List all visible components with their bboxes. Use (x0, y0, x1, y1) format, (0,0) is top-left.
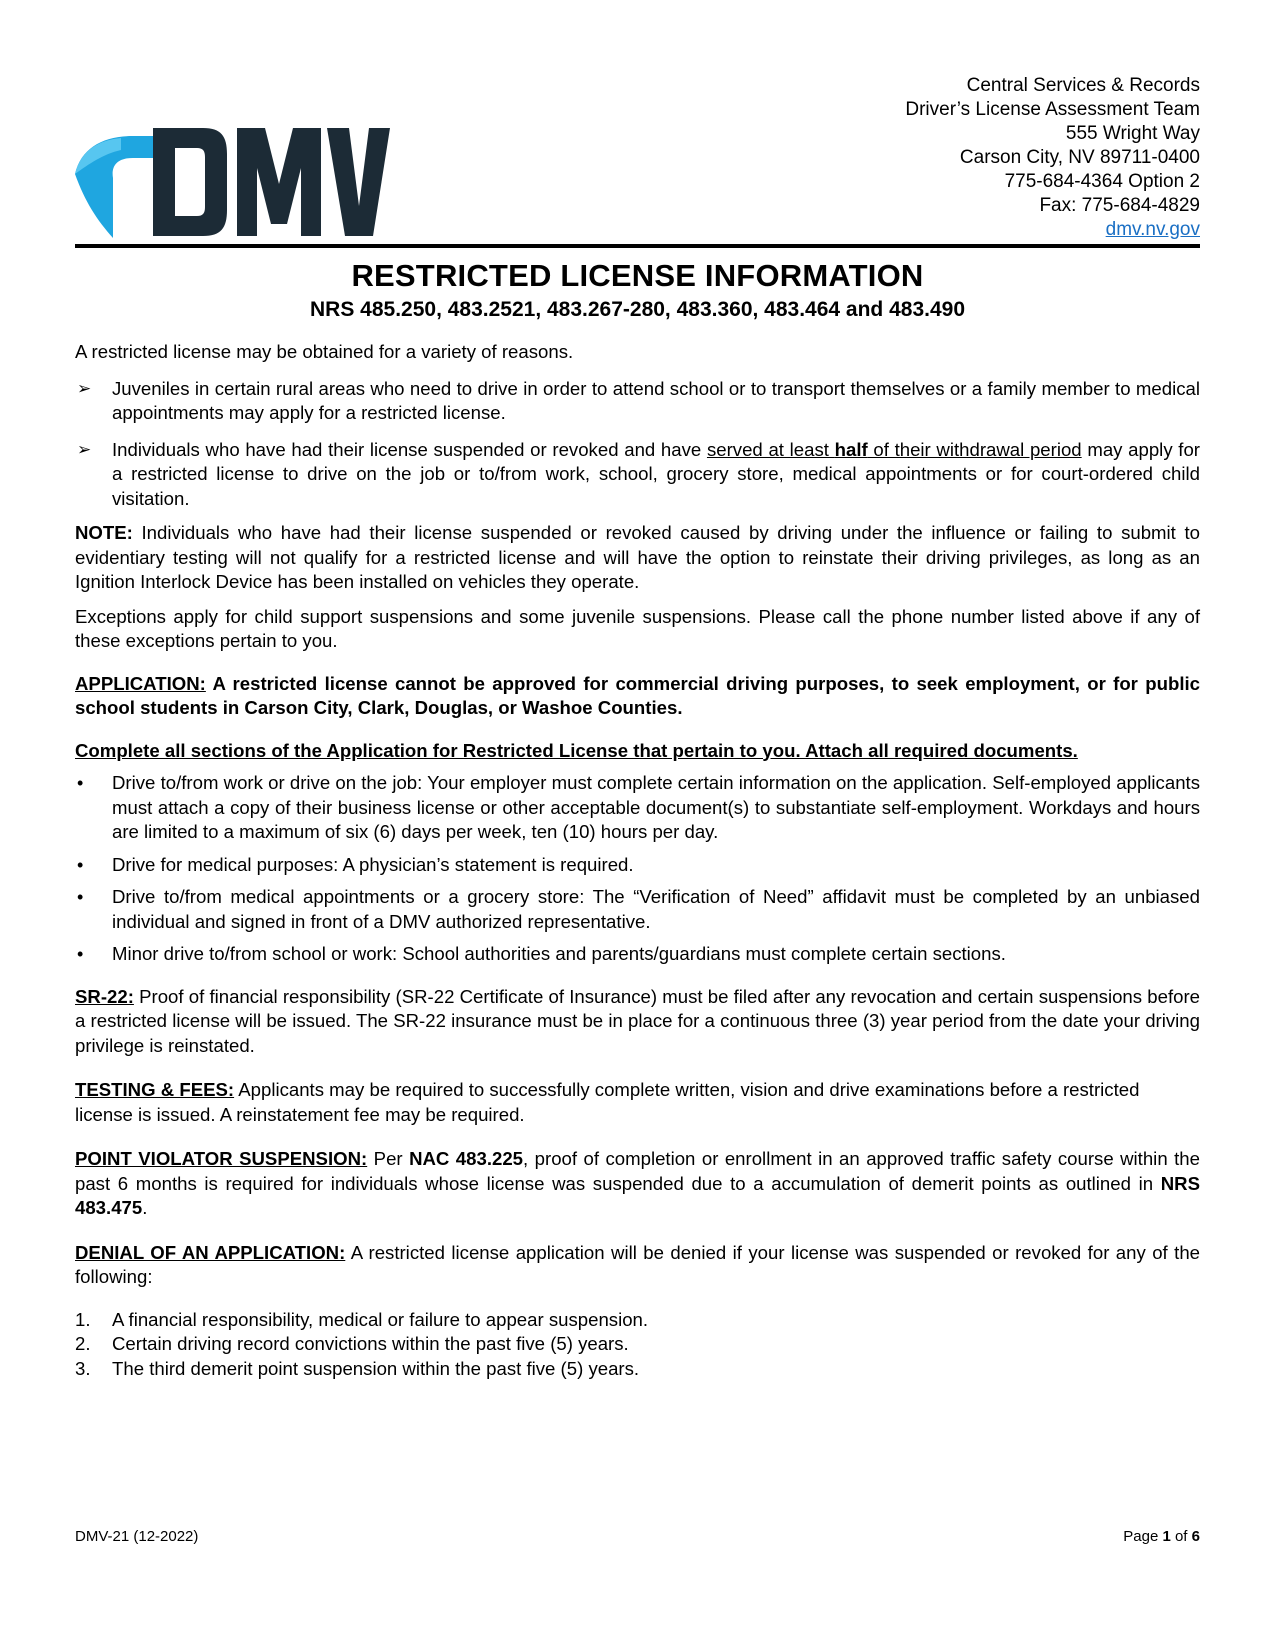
page-title: RESTRICTED LICENSE INFORMATION (351, 258, 924, 293)
agency-line: Fax: 775-684-4829 (1039, 195, 1200, 216)
document-page (75, 0, 1200, 1649)
requirements-list (75, 771, 1200, 967)
agency-line: Central Services & Records (966, 75, 1200, 96)
list-item: • Drive to/from work or drive on the job: Your employer must complete certain information on the application. Self-employed applicants must attach a copy of their business license or other acceptable document(s) to substantiate self-employment. Workdays and hours are limited to a maximum of six (6) days per week, ten (10) hours per day. (77, 772, 1200, 842)
list-item: • Minor drive to/from school or work: School authorities and parents/guardians must complete certain sections. (75, 942, 1200, 967)
testing-fees-paragraph: TESTING & FEES: Applicants may be required to successfully complete written, vision and drive examinations before a restricted license is issued. A reinstatement fee may be required. (75, 1079, 1140, 1125)
list-item: 2. Certain driving record convictions within the past five (5) years. (75, 1332, 1200, 1357)
nrs-reference: NRS 483.475 (75, 1172, 1200, 1218)
denial-label: DENIAL OF AN APPLICATION: (75, 1241, 346, 1263)
application-label: APPLICATION: (75, 672, 206, 694)
agency-line: 775-684-4364 Option 2 (1004, 171, 1200, 192)
bullet-icon: • (77, 773, 84, 793)
point-violator-paragraph: POINT VIOLATOR SUSPENSION: Per NAC 483.225, proof of completion or enrollment in an approved traffic safety course within the past 6 months is required for individuals whose license was suspended due to a accumulation of demerit points as outlined in NRS 483.475. (75, 1148, 1200, 1218)
denial-paragraph: DENIAL OF AN APPLICATION: A restricted license application will be denied if your license was suspended or revoked for any of the following: (75, 1241, 1200, 1287)
note-paragraph: NOTE: Individuals who have had their license suspended or revoked caused by driving under the influence or failing to submit to evidentiary testing will not qualify for a restricted license and will have the option to reinstate their driving privileges, as long as an Ignition Interlock Device has been installed on vehicles they operate. (75, 522, 1200, 592)
bullet-icon: • (77, 887, 84, 907)
sr22-paragraph: SR-22: Proof of financial responsibility (SR-22 Certificate of Insurance) must be filed after any revocation and certain suspensions before a restricted license will be issued. The SR-22 insurance must be in place for a continuous three (3) year period from the date your driving privilege is reinstated. (75, 985, 1200, 1056)
statute-references: NRS 485.250, 483.2521, 483.267-280, 483.360, 483.464 and 483.490 (309, 298, 966, 321)
exceptions-paragraph: Exceptions apply for child support suspensions and some juvenile suspensions. Please call the phone number listed above if any of these exceptions pertain to you. (75, 605, 1200, 651)
application-paragraph: APPLICATION: A restricted license cannot be approved for commercial driving purposes, to seek employment, or for public school students in Carson City, Clark, Douglas, or Washoe Counties. (75, 672, 1200, 718)
list-item: • Drive for medical purposes: A physician’s statement is required. (75, 853, 1200, 878)
dmv-logo (75, 128, 390, 238)
arrow-bullet-icon: ➢ (77, 439, 92, 459)
form-id: DMV-21 (12-2022) (75, 1528, 199, 1545)
agency-line: Driver’s License Assessment Team (905, 99, 1200, 120)
list-number: 2. (75, 1333, 91, 1354)
list-item: 3. The third demerit point suspension within the past five (5) years. (75, 1357, 1200, 1382)
agency-line: 555 Wright Way (1065, 123, 1200, 144)
list-number: 3. (75, 1357, 91, 1379)
sr22-label: SR-22: (75, 985, 134, 1007)
website-link[interactable]: dmv.nv.gov (1105, 219, 1200, 240)
note-label: NOTE: (75, 522, 133, 543)
arrow-bullet-icon: ➢ (77, 378, 92, 398)
agency-line: Carson City, NV 89711-0400 (959, 147, 1200, 168)
document-body (75, 340, 1200, 1381)
header-divider (75, 244, 1200, 248)
list-item: ➢ Juveniles in certain rural areas who need to drive in order to attend school or to transport themselves or a family member to medical appointments may apply for a restricted license. (77, 377, 1200, 423)
testing-fees-label: TESTING & FEES: (75, 1079, 235, 1100)
nac-reference: NAC 483.225 (409, 1148, 524, 1169)
intro-text: A restricted license may be obtained for a variety of reasons. (75, 341, 574, 362)
list-number: 1. (75, 1308, 91, 1330)
agency-address-block (905, 74, 1200, 242)
reasons-list (75, 377, 1200, 512)
bullet-icon: • (77, 944, 84, 964)
page-number: Page 1 of 6 (1123, 1528, 1200, 1545)
bullet-icon: • (77, 854, 84, 875)
complete-all-heading: Complete all sections of the Application for Restricted License that pertain to you. Attach all required documents. (75, 739, 1078, 761)
point-violator-label: POINT VIOLATOR SUSPENSION: (75, 1148, 368, 1169)
denial-reasons-list (75, 1308, 1200, 1382)
list-item: • Drive to/from medical appointments or a grocery store: The “Verification of Need” affidavit must be completed by an unbiased individual and signed in front of a DMV authorized representative. (77, 886, 1200, 932)
list-item: ➢ Individuals who have had their license suspended or revoked and have served at least half of their withdrawal period may apply for a restricted license to drive on the job or to/from work, school, grocery store, medical appointments or for court-ordered child visitation. (77, 438, 1200, 509)
list-item: 1. A financial responsibility, medical or failure to appear suspension. (75, 1308, 1200, 1333)
